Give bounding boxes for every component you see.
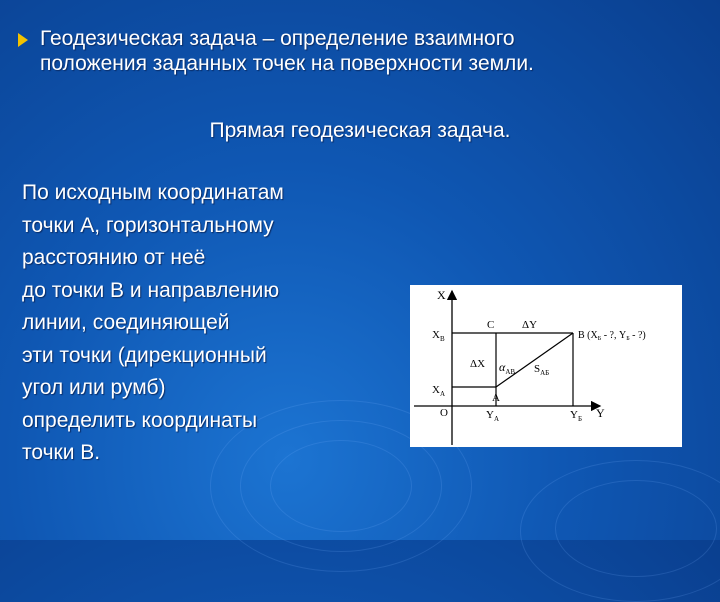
background-swirl: [555, 480, 717, 577]
description-line: линии, соединяющей: [22, 311, 230, 334]
point-a-label: A: [492, 392, 500, 404]
origin-label: O: [440, 407, 448, 419]
bullet-line-1: Геодезическая задача – определение взаимного: [40, 27, 515, 50]
line-ab: [496, 333, 573, 387]
description-line: угол или румб): [22, 376, 166, 399]
description-line: расстоянию от неё: [22, 246, 206, 269]
diagram-svg: [410, 285, 682, 447]
description-line: определить координаты: [22, 408, 258, 432]
point-b-label: B ($X_Б$ - ?, $Y_Б$ - ?): [578, 330, 646, 342]
description-line: эти точки (дирекционный: [22, 343, 267, 367]
yb-label: $Y_Б$: [570, 409, 582, 423]
description-line: точки В.: [22, 441, 101, 464]
xb-label: $X_B$: [432, 329, 445, 343]
ya-label: $Y_A$: [486, 409, 500, 423]
delta-y-label: ΔY: [522, 319, 538, 331]
axis-x-label: X: [437, 288, 446, 302]
description-line: По исходным координатам: [22, 181, 284, 204]
bullet-text: [40, 26, 534, 76]
bullet-line-2: положения заданных точек на поверхности земли.: [40, 52, 534, 75]
geodesic-diagram: [410, 285, 682, 447]
point-c-label: C: [487, 319, 495, 331]
slide-subtitle: Прямая геодезическая задача.: [209, 119, 511, 142]
arrow-bullet-icon: [18, 33, 28, 47]
description-text: [22, 177, 402, 470]
delta-x-label: ΔX: [470, 358, 486, 370]
alpha-label: $\alpha_{АВ}$: [499, 360, 516, 376]
bullet-item: [18, 26, 698, 76]
description-line: до точки В и направлению: [22, 278, 280, 302]
xa-label: $X_A$: [432, 384, 446, 398]
description-line: точки А, горизонтальному: [22, 213, 274, 237]
axis-y-label: Y: [596, 406, 605, 420]
s-label: $S_{АБ}$: [534, 363, 550, 377]
